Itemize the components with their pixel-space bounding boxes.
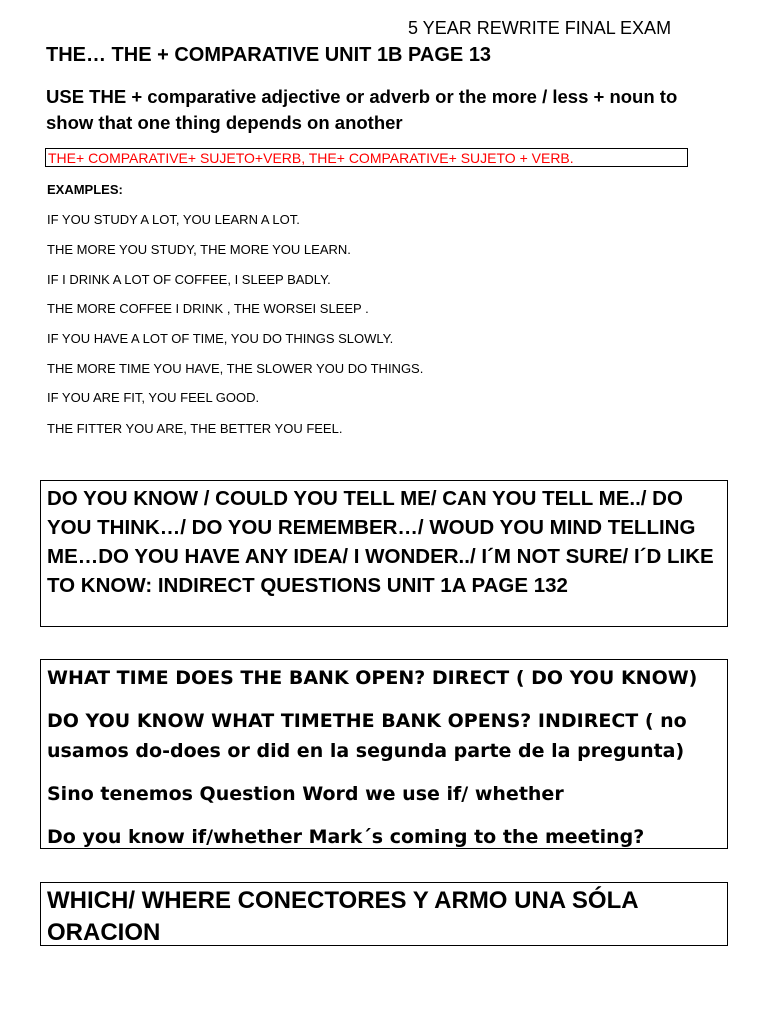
example-line: IF YOU ARE FIT, YOU FEEL GOOD. [47, 390, 260, 405]
indirect-questions-text: DO YOU KNOW / COULD YOU TELL ME/ CAN YOU TELL ME../ DO YOU THINK…/ DO YOU REMEMBER…/ WOUD YOU MIND TELLING ME…DO YOU HAVE ANY IDEA/ I WONDER../ I´M NOT SURE/ I´D LIKE TO KNOW: INDIRECT QUESTIONS UNIT 1A PAGE 132 [47, 487, 714, 597]
grammar-rule: USE THE + comparative adjective or adverb or the more / less + noun to show that one thing depends on another [46, 86, 678, 133]
direct-question-line: WHAT TIME DOES THE BANK OPEN? DIRECT ( DO YOU KNOW) [47, 667, 698, 689]
if-whether-rule-line: Sino tenemos Question Word we use if/ whether [47, 783, 564, 805]
unit-title: THE… THE + COMPARATIVE UNIT 1B PAGE 13 [46, 44, 492, 66]
indirect-questions-box [40, 480, 728, 627]
example-line: THE MORE TIME YOU HAVE, THE SLOWER YOU DO THINGS. [47, 361, 424, 376]
example-line: IF I DRINK A LOT OF COFFEE, I SLEEP BADLY. [47, 272, 331, 287]
example-line: IF YOU STUDY A LOT, YOU LEARN A LOT. [47, 212, 300, 227]
indirect-question-line: DO YOU KNOW WHAT TIMETHE BANK OPENS? INDIRECT ( no usamos do-does or did en la segunda parte de la pregunta) [47, 710, 687, 762]
example-line: THE FITTER YOU ARE, THE BETTER YOU FEEL. [47, 421, 343, 436]
example-line: THE MORE YOU STUDY, THE MORE YOU LEARN. [47, 242, 351, 257]
if-whether-example-line: Do you know if/whether Mark´s coming to the meeting? [47, 826, 645, 848]
direct-indirect-example-box [40, 659, 728, 849]
example-line: IF YOU HAVE A LOT OF TIME, YOU DO THINGS SLOWLY. [47, 331, 394, 346]
example-line: THE MORE COFFEE I DRINK , THE WORSEI SLEEP . [47, 301, 369, 316]
exam-header: 5 YEAR REWRITE FINAL EXAM [408, 18, 672, 38]
which-where-box [40, 882, 728, 946]
examples-label: EXAMPLES: [47, 182, 123, 197]
formula-box: THE+ COMPARATIVE+ SUJETO+VERB, THE+ COMPARATIVE+ SUJETO + VERB. [45, 148, 688, 167]
which-where-text: WHICH/ WHERE CONECTORES Y ARMO UNA SÓLA ORACION [47, 887, 638, 946]
